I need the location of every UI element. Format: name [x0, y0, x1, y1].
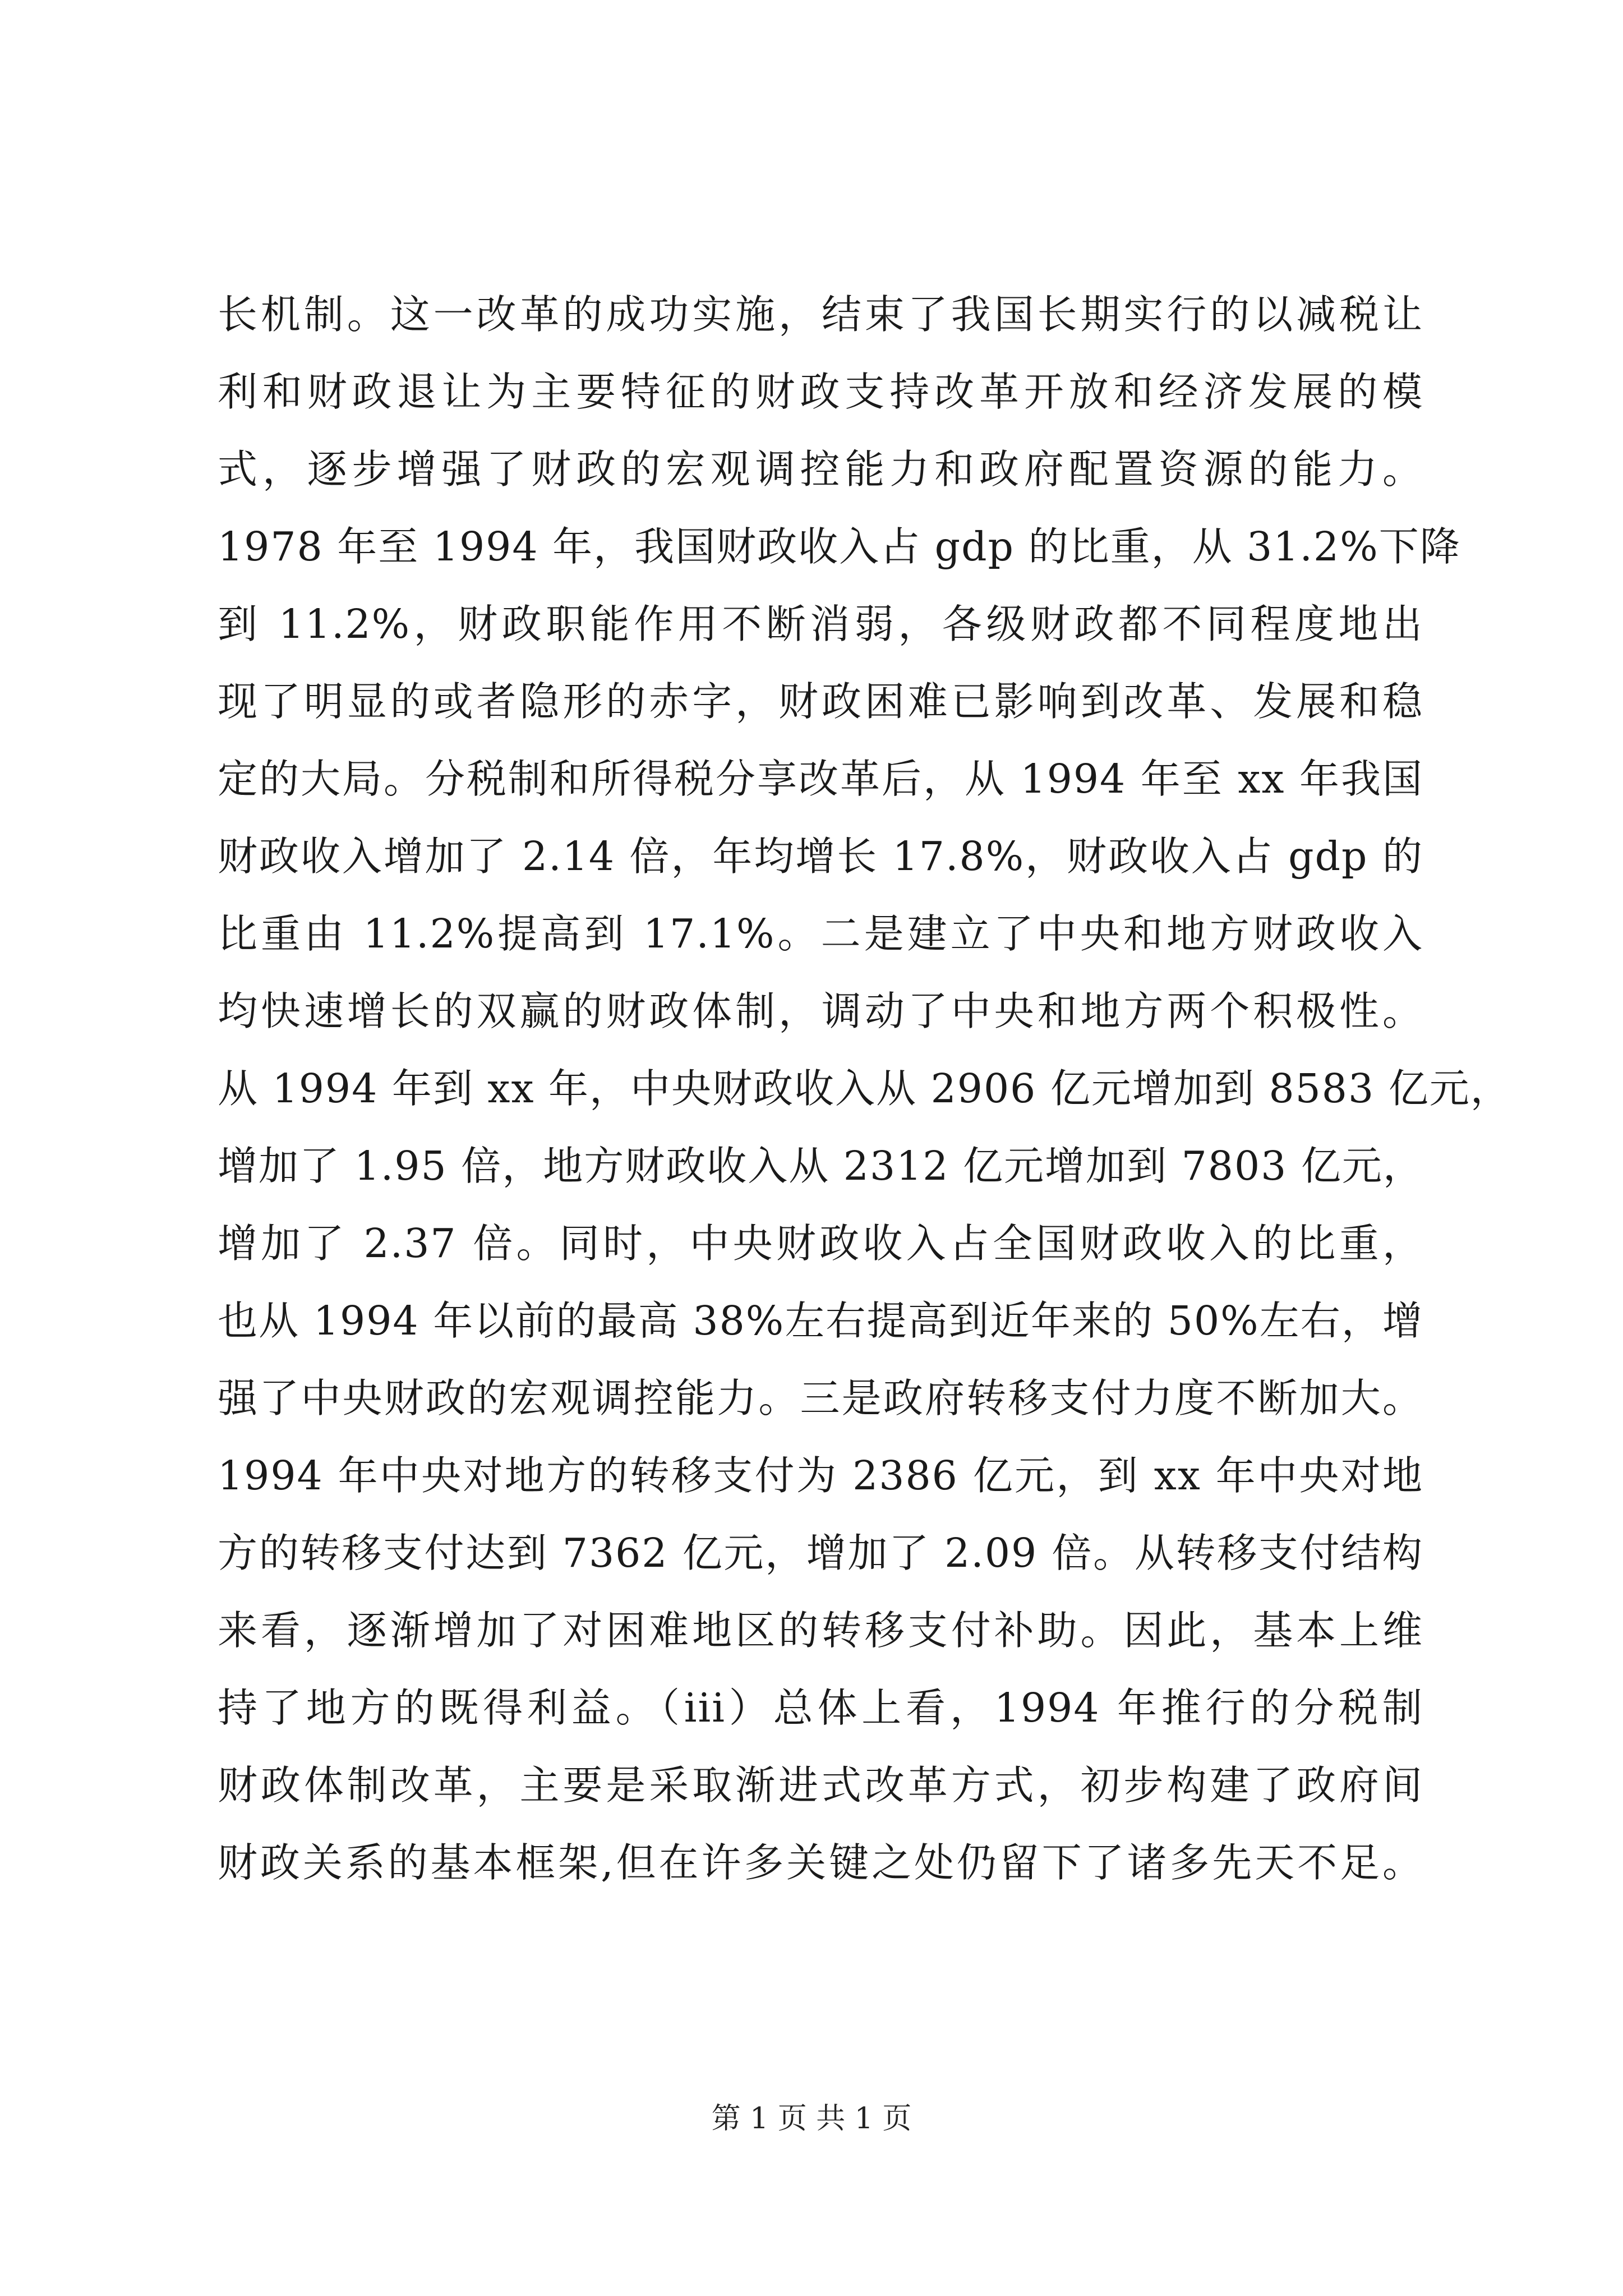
text-line: 财政关系的基本框架,但在许多关键之处仍留下了诸多先天不足。	[218, 1839, 1423, 1886]
text-line: 现了明显的或者隐形的赤字，财政困难已影响到改革、发展和稳	[218, 678, 1423, 725]
text-line: 财政收入增加了 2.14 倍，年均增长 17.8%，财政收入占 gdp 的	[218, 833, 1423, 880]
text-line: 也从 1994 年以前的最高 38%左右提高到近年来的 50%左右，增	[218, 1297, 1423, 1344]
body-text	[218, 276, 1511, 1902]
text-line: 到 11.2%，财政职能作用不断消弱，各级财政都不同程度地出	[218, 601, 1423, 647]
text-line: 持了地方的既得利益。（iii）总体上看，1994 年推行的分税制	[218, 1685, 1423, 1731]
text-line: 强了中央财政的宏观调控能力。三是政府转移支付力度不断加大。	[218, 1375, 1423, 1421]
text-line: 增加了 2.37 倍。同时，中央财政收入占全国财政收入的比重，	[218, 1220, 1423, 1267]
text-line: 长机制。这一改革的成功实施，结束了我国长期实行的以减税让	[218, 291, 1423, 338]
text-line: 式，逐步增强了财政的宏观调控能力和政府配置资源的能力。	[218, 446, 1423, 493]
text-line: 增加了 1.95 倍，地方财政收入从 2312 亿元增加到 7803 亿元，	[218, 1143, 1424, 1189]
text-line: 定的大局。分税制和所得税分享改革后，从 1994 年至 xx 年我国	[218, 756, 1423, 802]
text-line: 利和财政退让为主要特征的财政支持改革开放和经济发展的模	[218, 369, 1423, 415]
text-line: 比重由 11.2%提高到 17.1%。二是建立了中央和地方财政收入	[218, 910, 1423, 957]
text-line: 从 1994 年到 xx 年，中央财政收入从 2906 亿元增加到 8583 亿元，	[218, 1065, 1511, 1112]
text-line: 财政体制改革，主要是采取渐进式改革方式，初步构建了政府间	[218, 1762, 1423, 1809]
text-line: 均快速增长的双赢的财政体制，调动了中央和地方两个积极性。	[218, 988, 1423, 1034]
text-line: 方的转移支付达到 7362 亿元，增加了 2.09 倍。从转移支付结构	[218, 1530, 1423, 1576]
text-line: 1978 年至 1994 年，我国财政收入占 gdp 的比重，从 31.2%下降	[218, 523, 1461, 570]
text-line: 1994 年中央对地方的转移支付为 2386 亿元，到 xx 年中央对地	[218, 1452, 1423, 1499]
page-footer: 第 1 页 共 1 页	[711, 2102, 912, 2136]
text-line: 来看，逐渐增加了对困难地区的转移支付补助。因此，基本上维	[218, 1607, 1423, 1654]
